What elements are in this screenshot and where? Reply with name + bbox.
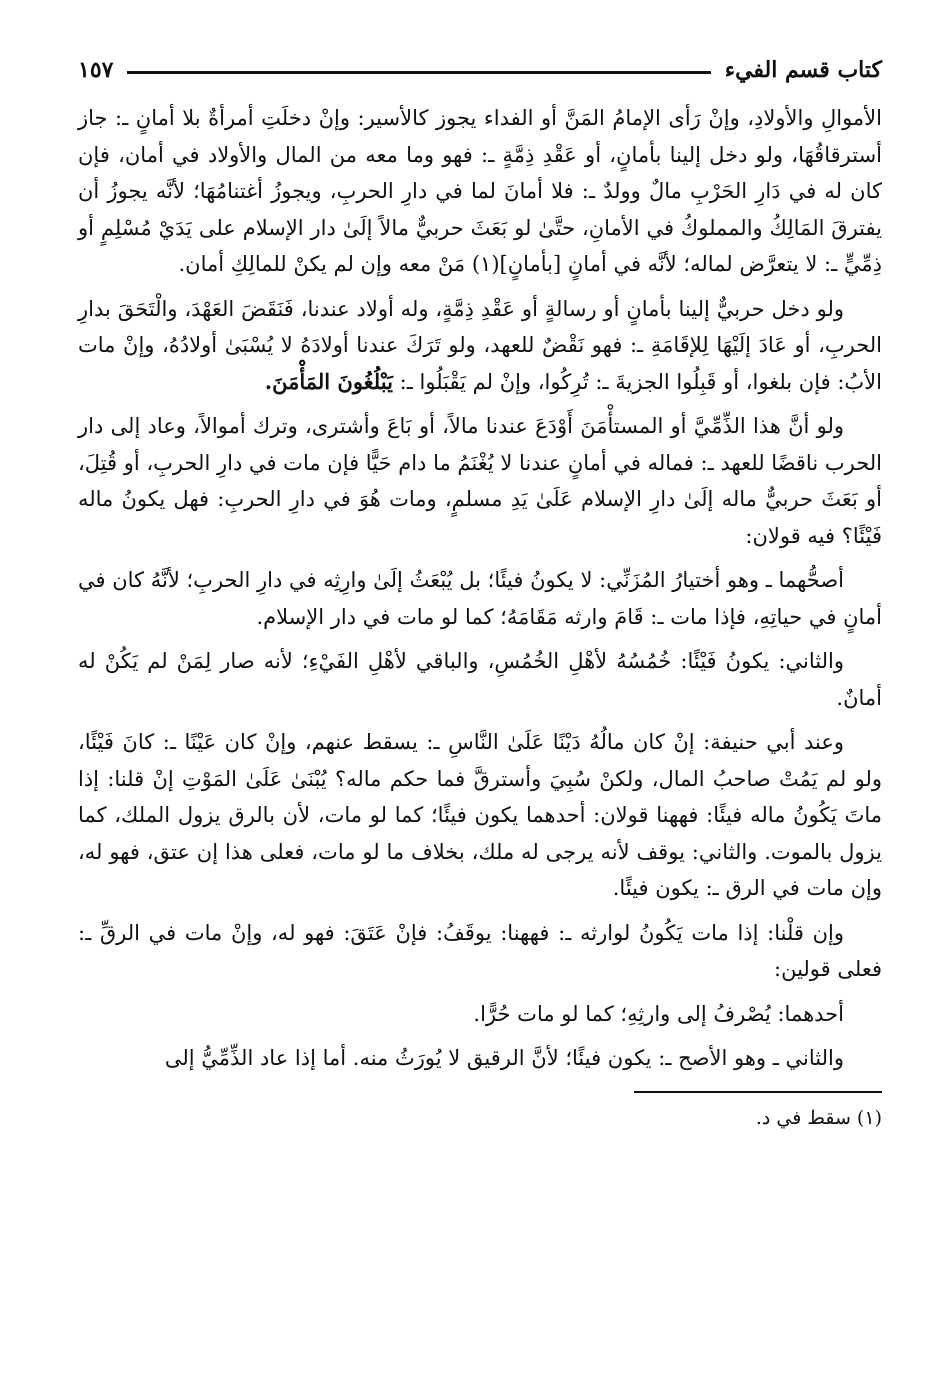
- paragraph-1: الأموالِ والأولادِ، وإنْ رَأى الإمامُ المَنَّ أو الفداء يجوز كالأسير: وإنْ دخلَتِ أمرأةٌ بلا أمانٍ ـ: جاز أسترقاقُهَا، ولو دخل إلينا بأمانٍ، أو عَقْدِ ذِمَّةٍ ـ: فهو وما معه من المال والأولاد في أمان، فإن كان له في دَارِ الحَرْبِ مالٌ وولدٌ ـ: فلا أمانَ لما في دارِ الحربِ، ويجوزُ أغتنامُهَا؛ لأنَّه يجوزُ أن يفترقَ المَالِكُ والمملوكُ في الأمانِ، حتَّىٰ لو بَعَثَ حربيٌّ مالاً إلَىٰ دار الإسلام على يَدَيْ مُسْلِمٍ أو ذِمِّيٍّ ـ: لا يتعرَّض لماله؛ لأنَّه في أمانٍ [بأمانٍ](١) مَنْ معه وإن لم يكنْ للمالِكِ أمان.: [78, 106, 882, 276]
- paragraph-2: [78, 291, 882, 401]
- running-title: كتاب قسم الفيء: [724, 57, 882, 83]
- paragraph-9: والثاني ـ وهو الأصح ـ: يكون فيئًا؛ لأنَّ الرقيق لا يُورَثُ منه. أما إذا عاد الذِّمِّيُّ إلى: [164, 1046, 844, 1070]
- paragraph-7: وإن قلْنا: إذا مات يَكُونُ لوارثه ـ: فههنا: يوقَفُ: فإنْ عَتَقَ: فهو له، وإنْ مات في الرقِّ ـ: فعلى قولين:: [78, 920, 882, 981]
- header-rule: [127, 71, 710, 74]
- page-header: [78, 50, 882, 90]
- paragraph-2-text: ولو دخل حربيٌّ إلينا بأمانٍ أو رسالةٍ أو عَقْدِ ذِمَّةٍ، وله أولاد عندنا، فَنَقَضَ العَهْدَ، والْتَحَقَ بدارِ الحربِ، أو عَادَ إلَيْهَا لِلإقَامَةِ ـ: فهو نَقْضٌ للعهد، ولو تَرَكَ عندنا أولادَهُ لا يُسْبَىٰ أولادُهُ، وإنْ مات الأبُ: فإن بلغوا، أو قَبِلُوا الجزيةَ ـ: تُرِكُوا، وإنْ لم يَقْبَلُوا ـ:: [78, 296, 882, 394]
- paragraph-4: أصحُّهما ـ وهو أختيارُ المُزَنِّي: لا يكونُ فيئًا؛ بل يُبْعَثُ إلَىٰ وارِثِه في دارِ الحربِ؛ لأنَّهُ كان في أمانٍ في حياتِهِ، فإذا مات ـ: قَامَ وارثه مَقَامَهُ؛ كما لو مات في دار الإسلام.: [78, 568, 882, 629]
- footnote-rule: [634, 1091, 882, 1093]
- body-text: [78, 100, 882, 1077]
- paragraph-3: ولو أنَّ هذا الذِّمِّيَّ أو المستأْمَنَ أَوْدَعَ عندنا مالاً، أو بَاعَ وأشترى، وترك أموالاً، وعاد إلى دار الحرب ناقضًا للعهد ـ: فماله في أمانٍ عندنا لا يُغْنَمُ ما دام حَيًّا فإن مات في دارِ الحربِ، أو قُتِلَ، أو بَعَثَ حربيٌّ ماله إلَىٰ دارِ الإسلام عَلَىٰ يَدِ مسلمٍ، ومات هُوَ في دارِ الحربِ: فهل يكونُ ماله فَيْئًا؟ فيه قولان:: [77, 414, 882, 548]
- paragraph-2-emphasis: يَبْلُغُونَ المَأْمَنَ.: [264, 368, 393, 394]
- page-number: ١٥٧: [78, 57, 114, 83]
- paragraph-5: والثاني: يكونُ فَيْئًا: خُمُسُهُ لأهْلِ الخُمُسِ، والباقي لأهْلِ الفَيْءِ؛ لأنه صار لِمَنْ لم يَكُنْ له أمانٌ.: [78, 649, 882, 710]
- paragraph-8: أحدهما: يُصْرفُ إلى وارثِهِ؛ كما لو مات حُرًّا.: [473, 1001, 844, 1026]
- footnote: (١) سقط في د.: [755, 1106, 882, 1129]
- paragraph-6: وعند أبي حنيفة: إنْ كان مالُهُ دَيْنًا عَلَىٰ النَّاسِ ـ: يسقط عنهم، وإنْ كان عَيْنًا ـ: كانَ فَيْئًا، ولو لم يَمُتْ صاحبُ المال، ولكنْ سُبِيَ وأسترقَّ فما حكم ماله؟ يُبْنَىٰ عَلَىٰ المَوْتِ إنْ قلنا: إذا ماتَ يَكُونُ ماله فيئًا: فههنا قولان: أحدهما يكون فيئًا؛ كما لو مات، لأن بالرق يزول الملك، كما يزول بالموت. والثاني: يوقف لأنه يرجى له ملك، بخلاف ما لو مات، فعلى هذا إن عتق، فهو له، وإن مات في الرق ـ: يكون فيئًا.: [78, 730, 882, 900]
